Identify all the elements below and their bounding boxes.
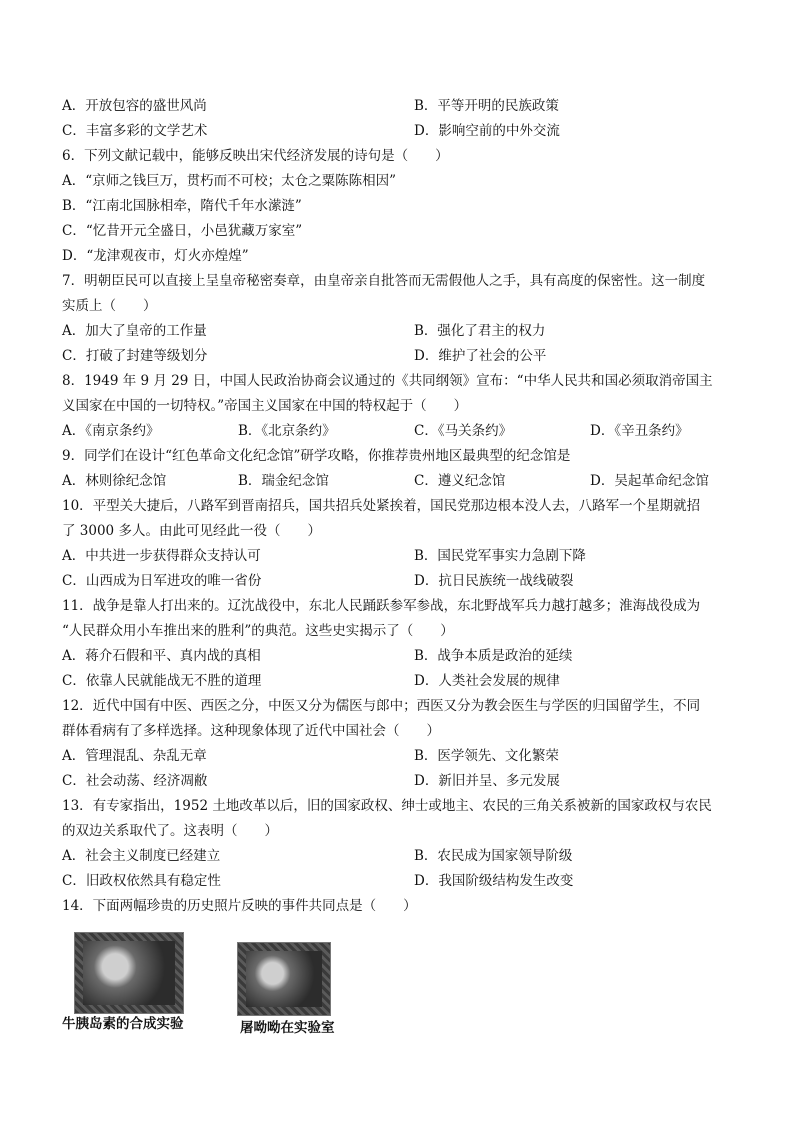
q9-option-a: A．林则徐纪念馆 [62,473,167,489]
photo-insulin-synthesis [74,932,184,1014]
q8-stem-line-2: 义国家在中国的一切特权。”帝国主义国家在中国的特权起于（ ） [62,398,468,414]
q11-option-b: B．战争本质是政治的延续 [414,648,573,664]
q10-option-b: B．国民党军事实力急剧下降 [414,548,586,564]
q13-option-b: B．农民成为国家领导阶级 [414,848,573,864]
q11-option-a: A．蒋介石假和平、真内战的真相 [62,648,261,664]
q8-stem-line-1: 8．1949 年 9 月 29 日，中国人民政治协商会议通过的《共同纲领》宣布：“中华人民共和国必须取消帝国主 [62,373,713,389]
q6-option-b: B．“江南北国脉相牵，隋代千年水潆涟” [62,198,302,214]
q11-stem-line-2: “人民群众用小车推出来的胜利”的典范。这些史实揭示了（ ） [62,623,454,639]
q12-stem-line-2: 群体看病有了多样选择。这种现象体现了近代中国社会（ ） [62,723,440,739]
q12-option-a: A．管理混乱、杂乱无章 [62,748,207,764]
q6-option-d: D．“龙津观夜市，灯火亦煌煌” [62,248,249,264]
q10-option-d: D．抗日民族统一战线破裂 [414,573,574,589]
q9-option-c: C．遵义纪念馆 [414,473,506,489]
q11-option-c: C．依靠人民就能战无不胜的道理 [62,673,262,689]
q5-option-b: B．平等开明的民族政策 [414,98,559,114]
q6-option-c: C．“忆昔开元全盛日，小邑犹藏万家室” [62,223,303,239]
q8-option-b: B．《北京条约》 [238,423,336,439]
q9-stem: 9．同学们在设计“红色革命文化纪念馆”研学攻略，你推荐贵州地区最典型的纪念馆是 [62,448,571,464]
q5-option-a: A．开放包容的盛世风尚 [62,98,207,114]
q13-option-c: C．旧政权依然具有稳定性 [62,873,221,889]
q8-option-c: C．《马关条约》 [414,423,513,439]
photo-1-caption: 牛胰岛素的合成实验 [62,1016,184,1032]
q8-option-a: A．《南京条约》 [62,423,160,439]
q7-option-b: B．强化了君主的权力 [414,323,546,339]
q10-stem-line-1: 10．平型关大捷后，八路军到晋南招兵，国共招兵处紧挨着，国民党那边根本没人去，八路军一个星期就招 [62,498,701,514]
q10-option-a: A．中共进一步获得群众支持认可 [62,548,261,564]
q7-stem-line-1: 7．明朝臣民可以直接上呈皇帝秘密奏章，由皇帝亲自批答而无需假他人之手，具有高度的保密性。这一制度 [62,273,706,289]
q6-option-a: A．“京师之钱巨万，贯朽而不可校；太仓之粟陈陈相因” [62,173,397,189]
q13-option-a: A．社会主义制度已经建立 [62,848,221,864]
q13-option-d: D．我国阶级结构发生改变 [414,873,574,889]
q12-option-b: B．医学领先、文化繁荣 [414,748,559,764]
q12-stem-line-1: 12．近代中国有中医、西医之分，中医又分为儒医与郎中；西医又分为教会医生与学医的归国留学生，不同 [62,698,701,714]
q13-stem-line-1: 13．有专家指出，1952 土地改革以后，旧的国家政权、绅士或地主、农民的三角关系被新的国家政权与农民 [62,798,712,814]
q12-option-c: C．社会动荡、经济凋敝 [62,773,208,789]
q7-stem-line-2: 实质上（ ） [62,298,157,314]
q11-stem-line-1: 11．战争是靠人打出来的。辽沈战役中，东北人民踊跃参军参战，东北野战军兵力越打越多；淮海战役成为 [62,598,701,614]
q7-option-c: C．打破了封建等级划分 [62,348,208,364]
q10-stem-line-2: 了 3000 多人。由此可见经此一役（ ） [62,523,321,539]
q5-option-c: C．丰富多彩的文学艺术 [62,123,208,139]
q10-option-c: C．山西成为日军进攻的唯一省份 [62,573,262,589]
photo-tu-youyou-lab [237,942,331,1016]
q7-option-a: A．加大了皇帝的工作量 [62,323,207,339]
q5-option-d: D．影响空前的中外交流 [414,123,560,139]
q12-option-d: D．新旧并呈、多元发展 [414,773,560,789]
q6-stem: 6．下列文献记载中，能够反映出宋代经济发展的诗句是（ ） [62,148,449,164]
q8-option-d: D．《辛丑条约》 [590,423,689,439]
q9-option-b: B．瑞金纪念馆 [238,473,329,489]
q14-stem: 14．下面两幅珍贵的历史照片反映的事件共同点是（ ） [62,898,417,914]
q13-stem-line-2: 的双边关系取代了。这表明（ ） [62,823,278,839]
q11-option-d: D．人类社会发展的规律 [414,673,560,689]
q7-option-d: D．维护了社会的公平 [414,348,547,364]
q9-option-d: D．吴起革命纪念馆 [590,473,709,489]
photo-2-caption: 屠呦呦在实验室 [240,1020,335,1036]
